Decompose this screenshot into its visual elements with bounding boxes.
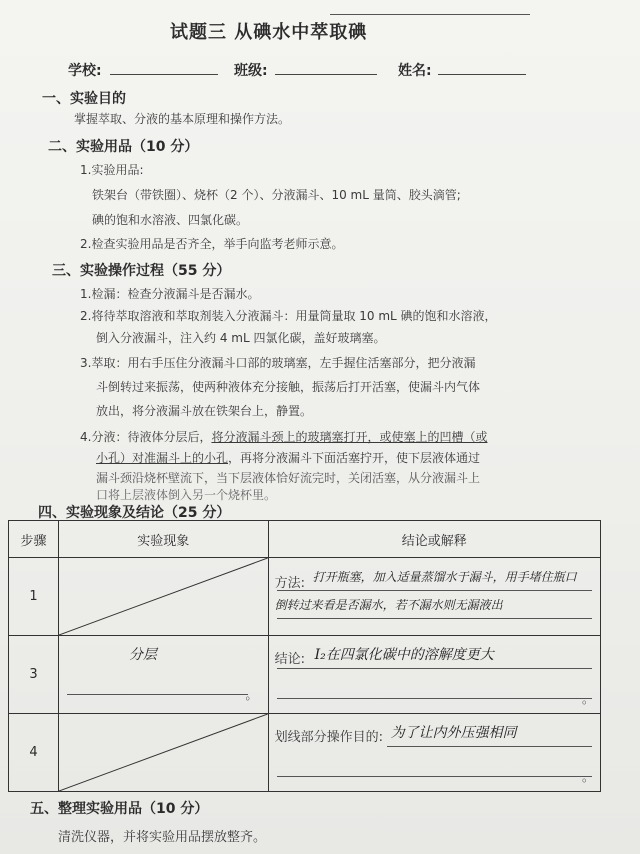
step-number: 1	[9, 558, 59, 636]
section-2-line-1: 铁架台（带铁圈）、烧杯（2 个）、分液漏斗、10 mL 量筒、胶头滴管;	[92, 188, 461, 202]
section-2-line-2: 碘的饱和水溶液、四氯化碳。	[92, 213, 249, 227]
name-field[interactable]	[438, 74, 526, 75]
handwritten-answer: 为了让内外压强相同	[390, 725, 517, 741]
step-number: 3	[9, 636, 59, 714]
handwritten-answer: 倒转过来看是否漏水，若不漏水则无漏液出	[274, 598, 503, 612]
step-3-line-3: 放出，将分液漏斗放在铁架台上，静置。	[96, 404, 313, 418]
step-4-line-1	[80, 428, 487, 445]
step-4-underlined-2: 小孔）对准漏斗上的小孔	[96, 451, 229, 465]
class-field[interactable]	[275, 74, 377, 75]
answer-line	[277, 776, 592, 777]
step-2-line-2: 倒入分液漏斗，注入约 4 mL 四氯化碳，盖好玻璃塞。	[96, 331, 386, 345]
step-4-continued: ，再将分液漏斗下面活塞拧开，使下层液体通过	[228, 451, 481, 465]
column-header-step: 步骤	[9, 521, 59, 558]
section-1-text: 掌握萃取、分液的基本原理和操作方法。	[74, 112, 291, 126]
step-4-line-4: 口将上层液体倒入另一个烧杯里。	[96, 488, 277, 502]
phenomenon-cell[interactable]	[58, 636, 268, 714]
section-5-text: 清洗仪器，并将实验用品摆放整齐。	[58, 830, 267, 845]
answer-line	[387, 746, 592, 747]
step-number: 4	[9, 714, 59, 792]
answer-line	[277, 618, 592, 619]
school-field[interactable]	[110, 74, 218, 75]
name-label: 姓名:	[398, 63, 432, 79]
school-label: 学校:	[68, 63, 102, 79]
conclusion-cell[interactable]	[268, 714, 600, 792]
section-3-heading: 三、实验操作过程（55 分）	[52, 263, 231, 279]
top-edge-line	[330, 0, 530, 15]
period-mark: 。	[581, 770, 594, 784]
step-4-underlined-1: 将分液漏斗颈上的玻璃塞打开，或使塞上的凹槽（或	[211, 430, 488, 444]
handwritten-answer: 分层	[128, 647, 157, 663]
method-label: 方法:	[274, 576, 305, 591]
step-1-text: 1.检漏：检查分液漏斗是否漏水。	[80, 287, 260, 301]
table-row	[9, 636, 601, 714]
class-label: 班级:	[234, 63, 268, 79]
conclusion-cell[interactable]	[268, 636, 600, 714]
table-row	[9, 558, 601, 636]
handwritten-answer: 打开瓶塞，加入适量蒸馏水于漏斗，用手堵住瓶口	[312, 570, 577, 584]
column-header-phenomenon: 实验现象	[58, 521, 268, 558]
handwritten-answer: I₂在四氯化碳中的溶解度更大	[314, 647, 494, 663]
step-4-intro: 4.分液：待液体分层后，	[80, 430, 212, 444]
section-2-heading: 二、实验用品（10 分）	[48, 139, 199, 155]
strike-diagonal	[59, 714, 268, 791]
step-2-line-1: 2.将待萃取溶液和萃取剂装入分液漏斗：用量筒量取 10 mL 碘的饱和水溶液，	[80, 309, 497, 323]
step-3-line-2: 斗倒转过来振荡，使两种液体充分接触，振荡后打开活塞，使漏斗内气体	[96, 380, 481, 394]
answer-line	[277, 590, 592, 591]
page-title: 试题三 从碘水中萃取碘	[170, 22, 368, 43]
table-row	[9, 714, 601, 792]
step-4-line-2	[96, 449, 480, 466]
answer-line	[67, 694, 248, 695]
answer-line	[277, 698, 592, 699]
table-header-row	[9, 521, 601, 558]
section-2-item-1: 1.实验用品:	[80, 163, 144, 177]
step-3-line-1: 3.萃取：用右手压住分液漏斗口部的玻璃塞，左手握住活塞部分，把分液漏	[80, 356, 476, 370]
phenomenon-cell[interactable]	[58, 558, 268, 636]
answer-line	[277, 668, 592, 669]
purpose-label: 划线部分操作目的:	[274, 730, 383, 745]
period-mark: 。	[245, 688, 258, 702]
section-2-item-2: 2.检查实验用品是否齐全，举手向监考老师示意。	[80, 237, 344, 251]
results-table	[8, 520, 601, 792]
strike-diagonal	[59, 558, 268, 635]
section-5-heading: 五、整理实验用品（10 分）	[30, 801, 209, 817]
section-4-heading: 四、实验现象及结论（25 分）	[38, 505, 231, 521]
period-mark: 。	[581, 692, 594, 706]
step-4-line-3: 漏斗颈沿烧杯壁流下，当下层液体恰好流完时，关闭活塞，从分液漏斗上	[96, 471, 481, 485]
column-header-conclusion: 结论或解释	[268, 521, 600, 558]
conclusion-cell[interactable]	[268, 558, 600, 636]
phenomenon-cell[interactable]	[58, 714, 268, 792]
conclusion-label: 结论:	[274, 652, 305, 667]
section-1-heading: 一、实验目的	[42, 91, 126, 107]
